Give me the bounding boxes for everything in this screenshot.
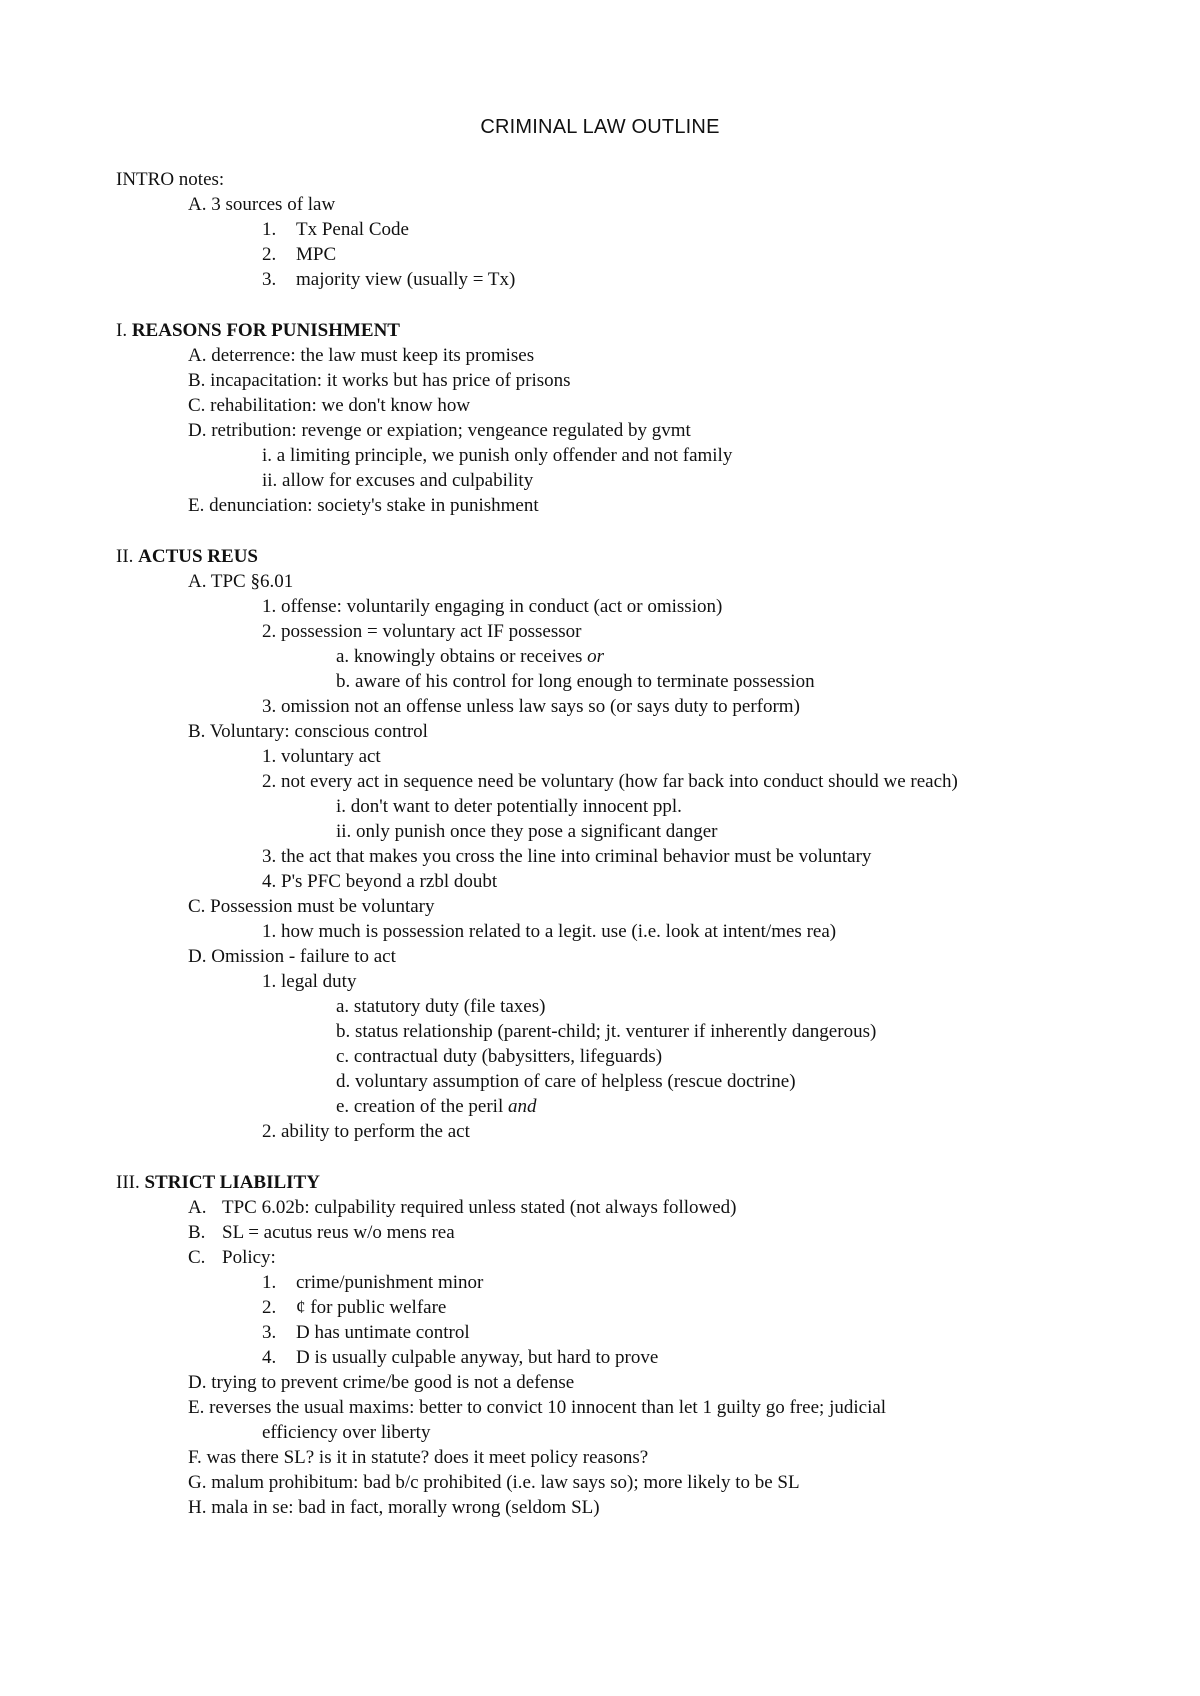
s2-item-b4: 4. P's PFC beyond a rzbl doubt xyxy=(262,871,498,892)
s1-item-d: D. retribution: revenge or expiation; vengeance regulated by gvmt xyxy=(188,420,691,441)
s2-item-a3: 3. omission not an offense unless law says so (or says duty to perform) xyxy=(262,696,800,717)
s2-item-d1c: c. contractual duty (babysitters, lifeguards) xyxy=(336,1046,663,1067)
list-text: Policy: xyxy=(222,1247,276,1268)
list-text: majority view (usually = Tx) xyxy=(296,269,516,290)
s2-item-a: A. TPC §6.01 xyxy=(188,571,294,592)
list-number: B. xyxy=(188,1222,206,1243)
intro-source-1 xyxy=(262,218,409,242)
s3-policy-3 xyxy=(262,1321,470,1345)
s2-item-d1b: b. status relationship (parent-child; jt. venturer if inherently dangerous) xyxy=(336,1021,877,1042)
list-number: 3. xyxy=(262,1322,277,1343)
s3-item-f: F. was there SL? is it in statute? does it meet policy reasons? xyxy=(188,1447,649,1468)
list-text: MPC xyxy=(296,244,337,265)
s2-item-d1a: a. statutory duty (file taxes) xyxy=(336,996,546,1017)
document-title: CRIMINAL LAW OUTLINE xyxy=(480,116,720,138)
s2-item-b2i: i. don't want to deter potentially innocent ppl. xyxy=(336,796,682,817)
list-text: D has untimate control xyxy=(296,1322,470,1343)
list-text: a. knowingly obtains or receives xyxy=(336,646,588,667)
list-text: SL = acutus reus w/o mens rea xyxy=(222,1222,455,1243)
section-1-heading xyxy=(116,319,400,343)
section-number: III. xyxy=(116,1172,145,1193)
emphasis-or: or xyxy=(587,646,605,667)
list-number: 4. xyxy=(262,1347,277,1368)
list-number: A. xyxy=(188,1197,207,1218)
list-number: 3. xyxy=(262,269,277,290)
s2-item-d1d: d. voluntary assumption of care of helpless (rescue doctrine) xyxy=(336,1071,796,1092)
section-title: STRICT LIABILITY xyxy=(144,1172,320,1193)
s2-item-d: D. Omission - failure to act xyxy=(188,946,396,967)
s3-item-g: G. malum prohibitum: bad b/c prohibited (i.e. law says so); more likely to be SL xyxy=(188,1472,800,1493)
s3-item-b xyxy=(188,1221,455,1245)
list-text: D is usually culpable anyway, but hard to prove xyxy=(296,1347,659,1368)
s2-item-c1: 1. how much is possession related to a legit. use (i.e. look at intent/mes rea) xyxy=(262,921,837,942)
intro-item-a: A. 3 sources of law xyxy=(188,194,336,215)
s3-item-a xyxy=(188,1196,736,1220)
s3-item-d: D. trying to prevent crime/be good is not a defense xyxy=(188,1372,575,1393)
list-text: crime/punishment minor xyxy=(296,1272,484,1293)
s2-item-d1: 1. legal duty xyxy=(262,971,357,992)
section-title: REASONS FOR PUNISHMENT xyxy=(131,320,400,341)
intro-source-3 xyxy=(262,268,515,292)
s2-item-b3: 3. the act that makes you cross the line into criminal behavior must be voluntary xyxy=(262,846,872,867)
s2-item-b2: 2. not every act in sequence need be voluntary (how far back into conduct should we reach) xyxy=(262,771,958,792)
s2-item-b1: 1. voluntary act xyxy=(262,746,381,767)
s2-item-d1e xyxy=(336,1095,536,1119)
section-title: ACTUS REUS xyxy=(138,546,258,567)
s1-item-c: C. rehabilitation: we don't know how xyxy=(188,395,471,416)
section-number: I. xyxy=(116,320,132,341)
s3-item-e: E. reverses the usual maxims: better to convict 10 innocent than let 1 guilty go free; judicial xyxy=(188,1397,887,1418)
list-number: 1. xyxy=(262,219,277,240)
s1-item-a: A. deterrence: the law must keep its promises xyxy=(188,345,535,366)
s2-item-d2: 2. ability to perform the act xyxy=(262,1121,470,1142)
s1-item-e: E. denunciation: society's stake in punishment xyxy=(188,495,539,516)
s1-item-d-ii: ii. allow for excuses and culpability xyxy=(262,470,534,491)
s2-item-a2: 2. possession = voluntary act IF possessor xyxy=(262,621,582,642)
s2-item-a2b: b. aware of his control for long enough to terminate possession xyxy=(336,671,815,692)
s1-item-b: B. incapacitation: it works but has price of prisons xyxy=(188,370,571,391)
intro-heading: INTRO notes: xyxy=(116,169,225,190)
s2-item-a1: 1. offense: voluntarily engaging in conduct (act or omission) xyxy=(262,596,723,617)
list-text: Tx Penal Code xyxy=(296,219,409,240)
list-text: TPC 6.02b: culpability required unless stated (not always followed) xyxy=(222,1197,737,1218)
list-number: 2. xyxy=(262,1297,277,1318)
s2-item-c: C. Possession must be voluntary xyxy=(188,896,435,917)
list-text: e. creation of the peril xyxy=(336,1096,508,1117)
list-number: 1. xyxy=(262,1272,277,1293)
s3-policy-2 xyxy=(262,1296,446,1320)
list-number: 2. xyxy=(262,244,277,265)
s3-item-c xyxy=(188,1246,276,1270)
s2-item-b: B. Voluntary: conscious control xyxy=(188,721,428,742)
list-number: C. xyxy=(188,1247,206,1268)
s2-item-b2ii: ii. only punish once they pose a significant danger xyxy=(336,821,718,842)
s3-item-h: H. mala in se: bad in fact, morally wrong (seldom SL) xyxy=(188,1497,600,1518)
emphasis-and: and xyxy=(507,1096,537,1117)
s1-item-d-i: i. a limiting principle, we punish only offender and not family xyxy=(262,445,733,466)
s2-item-a2a xyxy=(336,645,604,669)
list-text: ¢ for public welfare xyxy=(296,1297,447,1318)
s3-item-e-continued: efficiency over liberty xyxy=(262,1422,431,1443)
section-number: II. xyxy=(116,546,139,567)
intro-source-2 xyxy=(262,243,336,267)
section-3-heading xyxy=(116,1171,320,1195)
section-2-heading xyxy=(116,545,258,569)
s3-policy-4 xyxy=(262,1346,658,1370)
s3-policy-1 xyxy=(262,1271,483,1295)
